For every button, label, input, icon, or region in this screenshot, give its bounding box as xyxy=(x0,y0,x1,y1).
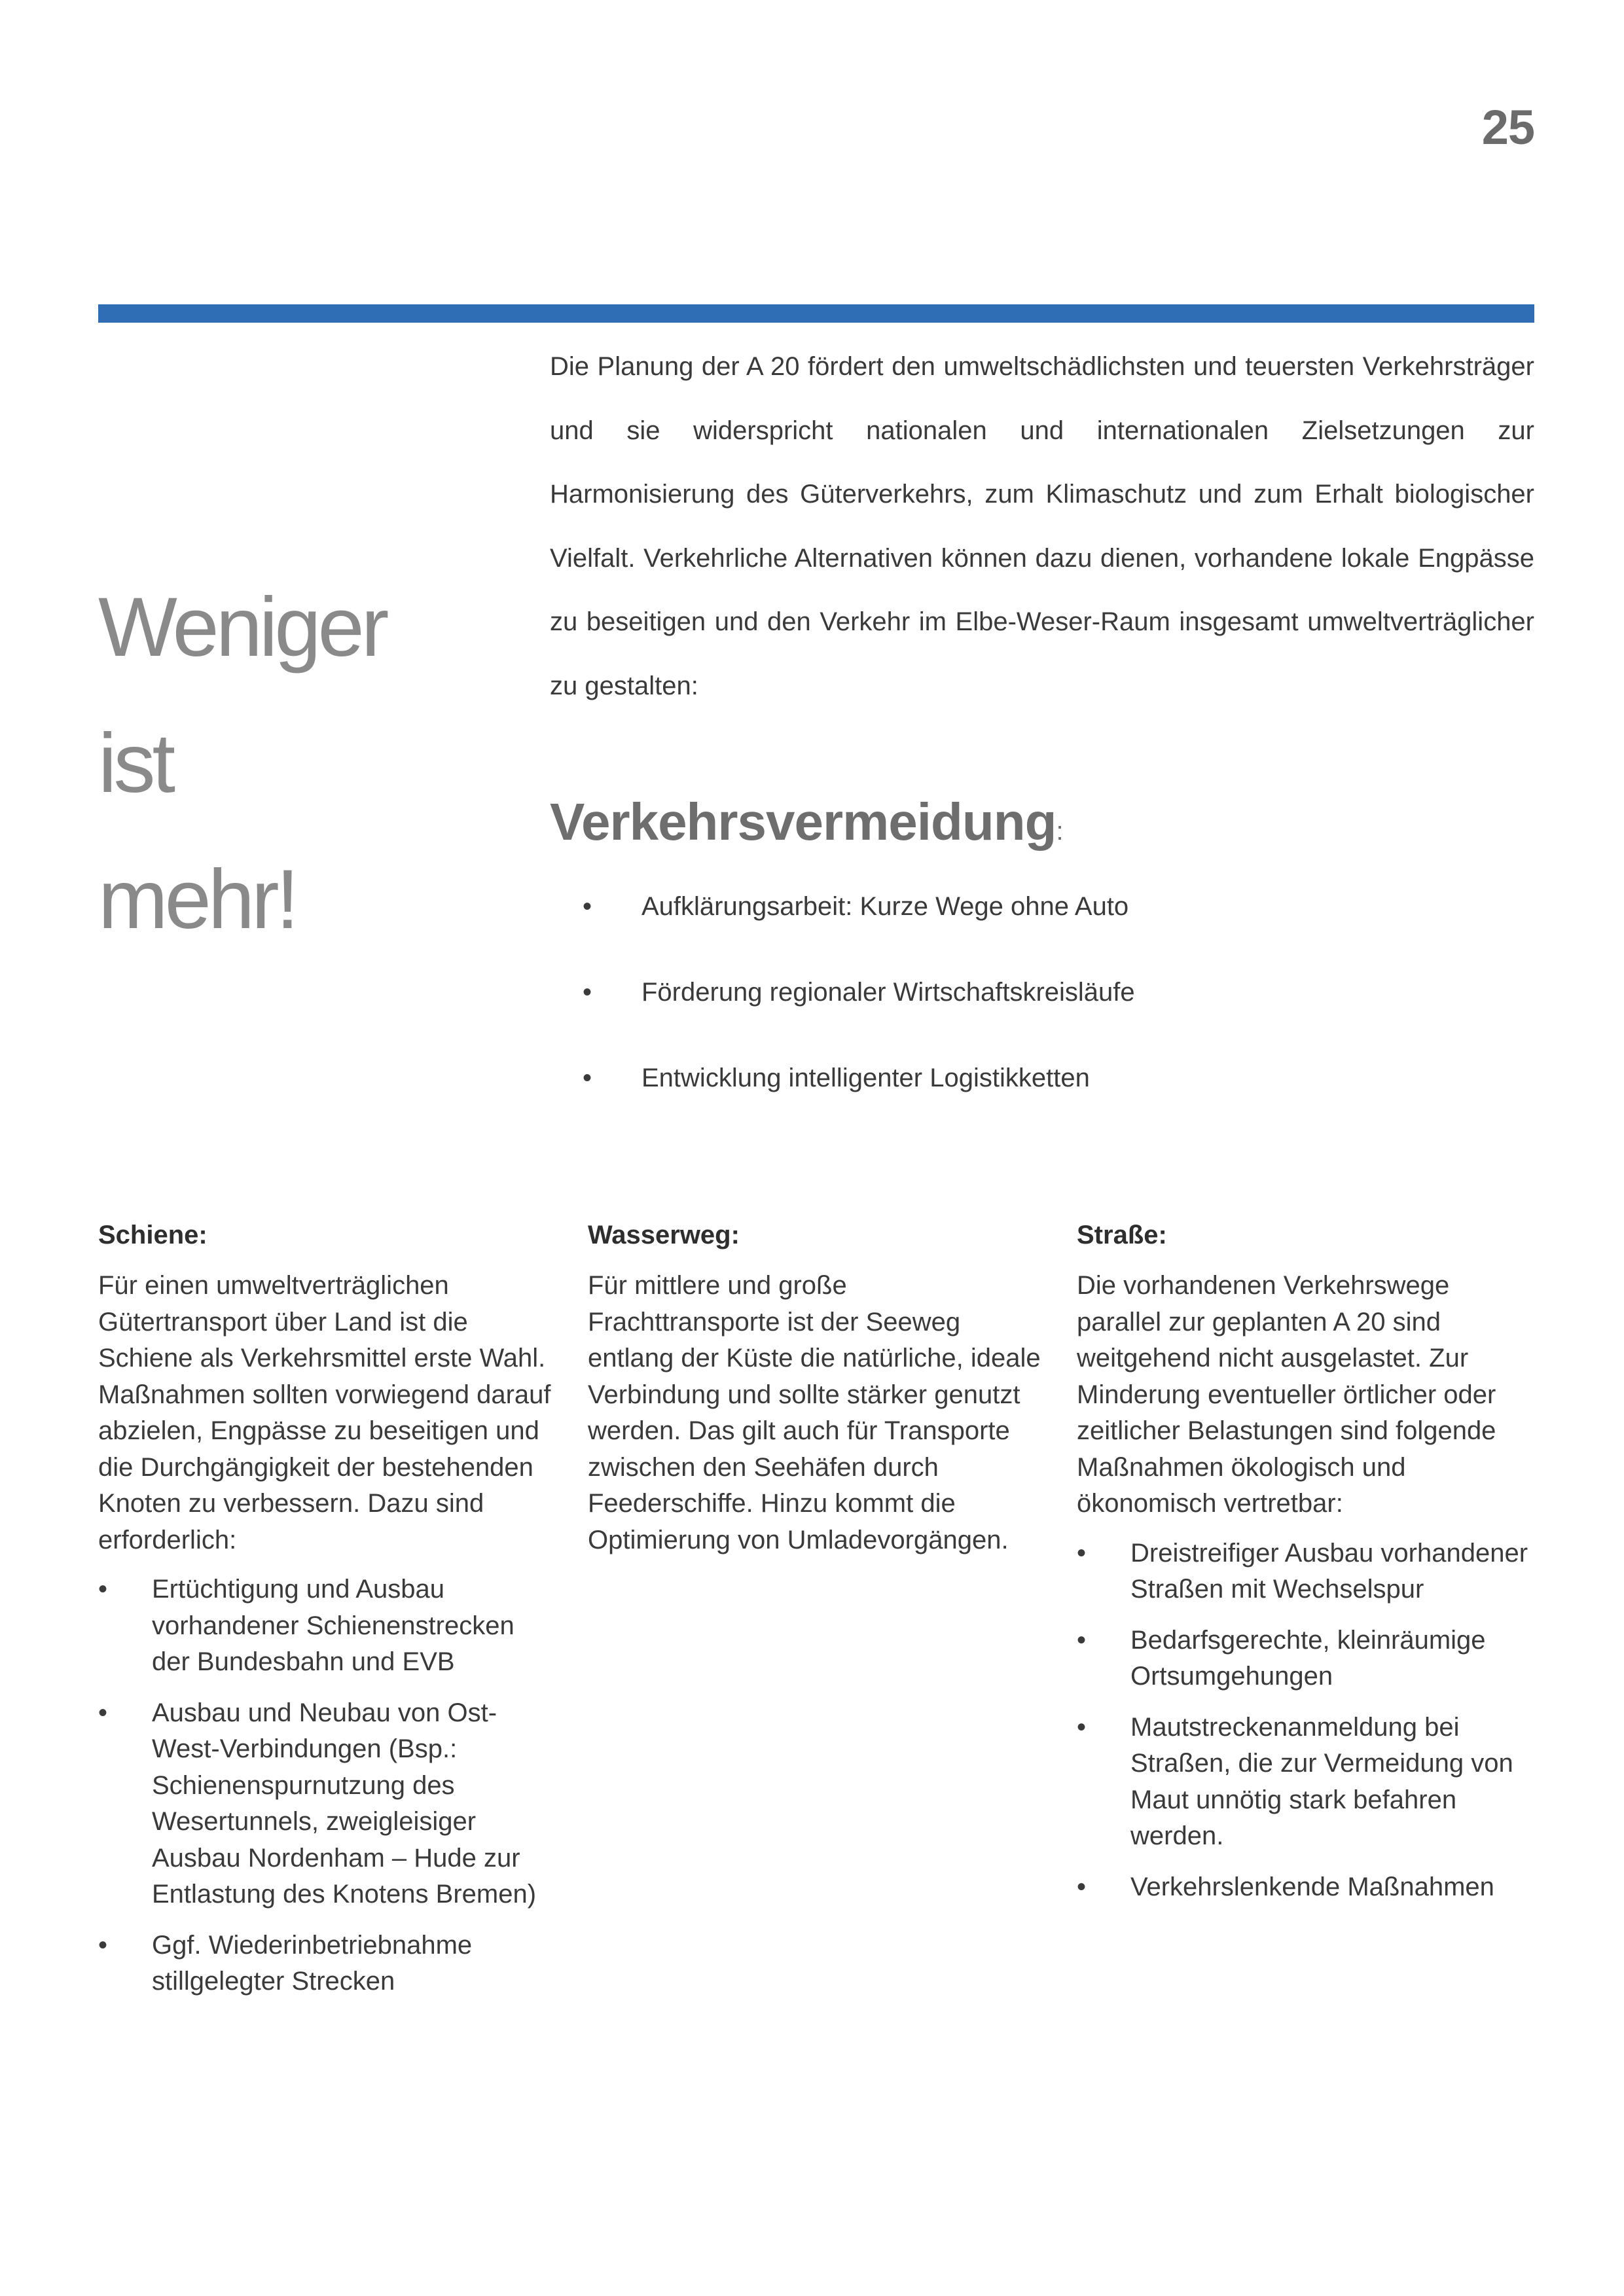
list-item-text: Ggf. Wiederinbetriebnahme stillgelegter Strecken xyxy=(152,1930,473,1996)
column-wasserweg xyxy=(588,1217,1046,1558)
section-title xyxy=(550,792,1063,852)
side-title-line: mehr! xyxy=(98,853,297,946)
bullet-icon: • xyxy=(583,978,592,1007)
list-item-text: Aufklärungsarbeit: Kurze Wege ohne Auto xyxy=(641,892,1129,921)
bullet-icon: • xyxy=(98,1698,108,1727)
column-heading: Wasserweg: xyxy=(588,1221,740,1249)
column-text: Für einen umweltverträglichen Gütertransport über Land ist die Schiene als Verkehrsmittel erste Wahl. Maßnahmen sollten vorwiegend darauf abzielen, Engpässe zu beseitigen und die Durchgängigkeit der bestehenden Knoten zu verbessern. Dazu sind erforderlich: xyxy=(98,1271,551,1554)
list-item-text: Bedarfsgerechte, kleinräumige Ortsumgehungen xyxy=(1130,1625,1486,1691)
section-bullet-list xyxy=(576,890,1135,1147)
bullet-icon: • xyxy=(1077,1538,1087,1568)
column-list xyxy=(1077,1535,1535,1906)
column-schiene xyxy=(98,1217,556,2015)
intro-paragraph: Die Planung der A 20 fördert den umweltschädlichsten und teuersten Verkehrsträger und sie widerspricht nationalen und internationalen Zielsetzungen zur Harmonisierung des Güterverkehrs, zum Klimaschutz und zum Erhalt biologischer Vielfalt. Verkehrliche Alternativen können dazu dienen, vorhandene lokale Engpässe zu beseitigen und den Verkehr im Elbe-Weser-Raum insgesamt umweltverträglicher zu gestalten: xyxy=(550,352,1534,700)
list-item-text: Entwicklung intelligenter Logistikketten xyxy=(641,1064,1090,1092)
list-item-text: Dreistreifiger Ausbau vorhandener Straßen mit Wechselspur xyxy=(1130,1538,1528,1604)
bullet-icon: • xyxy=(1077,1712,1087,1742)
bullet-icon: • xyxy=(583,1064,592,1092)
header-rule xyxy=(98,304,1534,323)
list-item xyxy=(576,890,1135,976)
column-heading: Straße: xyxy=(1077,1221,1167,1249)
list-item xyxy=(98,1571,556,1681)
bullet-icon: • xyxy=(1077,1625,1087,1655)
side-title-line: Weniger xyxy=(98,581,386,674)
bullet-icon: • xyxy=(98,1575,108,1604)
list-item xyxy=(1077,1710,1535,1855)
list-item xyxy=(98,1928,556,2000)
column-text: Für mittlere und große Frachttransporte ist der Seeweg entlang der Küste die natürliche, ideale Verbindung und sollte stärker genutzt werden. Das gilt auch für Transporte zwischen den Seehäfen durch Feederschiffe. Hinzu kommt die Optimierung von Umladevorgängen. xyxy=(588,1271,1041,1554)
column-heading: Schiene: xyxy=(98,1221,208,1249)
side-title-line: ist xyxy=(98,717,172,810)
column-list xyxy=(98,1571,556,2000)
list-item xyxy=(1077,1869,1535,1906)
list-item xyxy=(1077,1623,1535,1695)
list-item xyxy=(98,1695,556,1913)
list-item xyxy=(576,976,1135,1062)
bullet-icon: • xyxy=(1077,1872,1087,1901)
bullet-icon: • xyxy=(583,892,592,921)
list-item xyxy=(576,1062,1135,1147)
section-title-colon: : xyxy=(1056,817,1063,846)
list-item-text: Ausbau und Neubau von Ost-West-Verbindungen (Bsp.: Schienenspurnutzung des Wesertunnels, zweigleisiger Ausbau Nordenham – Hude zur Entlastung des Knotens Bremen) xyxy=(152,1698,537,1909)
column-strasse xyxy=(1077,1217,1535,1920)
page-number: 25 xyxy=(1481,100,1534,154)
list-item-text: Verkehrslenkende Maßnahmen xyxy=(1130,1872,1494,1901)
side-title xyxy=(98,560,386,968)
column-text: Die vorhandenen Verkehrswege parallel zur geplanten A 20 sind weitgehend nicht ausgelastet. Zur Minderung eventueller örtlicher oder zeitlicher Belastungen sind folgende Maßnahmen ökologisch und ökonomisch vertretbar: xyxy=(1077,1271,1496,1518)
section-title-text: Verkehrsvermeidung xyxy=(550,793,1056,851)
list-item xyxy=(1077,1535,1535,1608)
list-item-text: Ertüchtigung und Ausbau vorhandener Schienenstrecken der Bundesbahn und EVB xyxy=(152,1575,514,1676)
bullet-icon: • xyxy=(98,1930,108,1960)
list-item-text: Förderung regionaler Wirtschaftskreisläufe xyxy=(641,978,1135,1007)
list-item-text: Mautstreckenanmeldung bei Straßen, die zur Vermeidung von Maut unnötig stark befahren werden. xyxy=(1130,1712,1513,1850)
